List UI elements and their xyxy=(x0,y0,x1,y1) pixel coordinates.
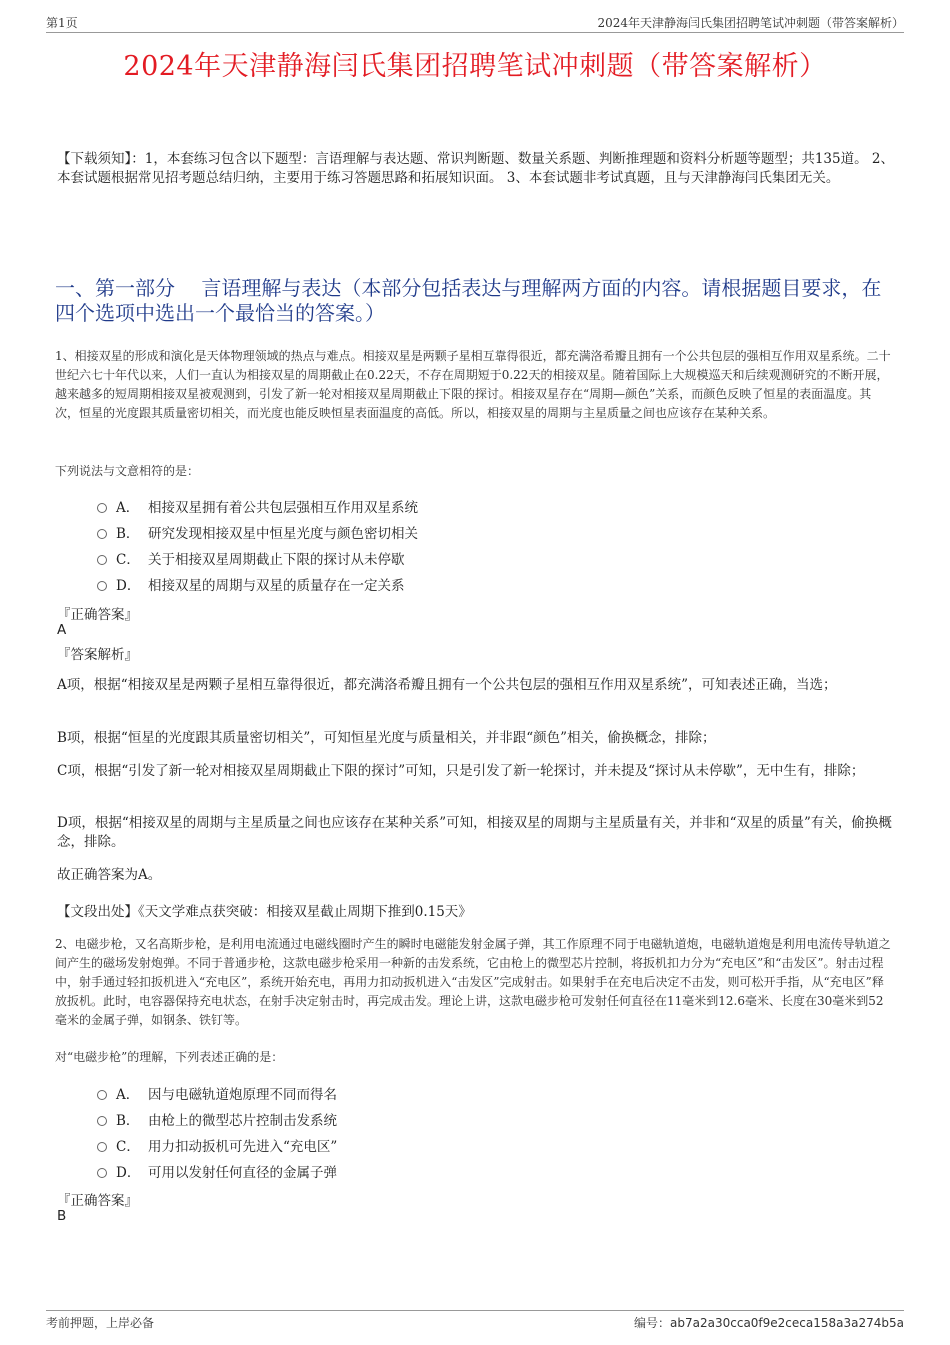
option-letter: A． xyxy=(116,500,140,516)
q1-option-c[interactable] xyxy=(97,548,405,568)
footer-code-label: 编号： xyxy=(634,1316,671,1330)
option-text: 相接双星拥有着公共包层强相互作用双星系统 xyxy=(148,500,418,516)
q1-option-d[interactable] xyxy=(97,574,405,594)
q1-analysis-b: B项，根据“恒星的光度跟其质量密切相关”，可知恒星光度与质量相关，并非跟“颜色”相关，偷换概念，排除； xyxy=(57,730,716,746)
q2-option-b[interactable] xyxy=(97,1109,337,1129)
running-header-title: 2024年天津静海闫氏集团招聘笔试冲刺题（带答案解析） xyxy=(597,16,904,30)
option-text: 可用以发射任何直径的金属子弹 xyxy=(148,1165,337,1181)
radio-icon[interactable] xyxy=(97,581,107,591)
q2-answer: B xyxy=(57,1208,67,1224)
option-letter: C． xyxy=(116,552,140,568)
radio-icon[interactable] xyxy=(97,1116,107,1126)
q1-passage: 1、相接双星的形成和演化是天体物理领域的热点与难点。相接双星是两颗子星相互靠得很近，都充满洛希瓣且拥有一个公共包层的强相互作用双星系统。二十世纪六七十年代以来，人们一直认为相接双星的周期截止在0.22天，不存在周期短于0.22天的相接双星。随着国际上大规模巡天和后续观测研究的不断开展，越来越多的短周期相接双星被观测到，引发了新一轮对相接双星周期截止下限的探讨。相接双星存在“周期—颜色”关系，而颜色反映了恒星的表面温度。其次，恒星的光度跟其质量密切相关，而光度也能反映恒星表面温度的高低。所以，相接双星的周期与主星质量之间也应该存在某种关系。 xyxy=(55,349,891,420)
section-heading: 一、第一部分 言语理解与表达（本部分包括表达与理解两方面的内容。请根据题目要求，在四个选项中选出一个最恰当的答案。） xyxy=(55,276,882,325)
radio-icon[interactable] xyxy=(97,1090,107,1100)
q2-option-c[interactable] xyxy=(97,1135,337,1155)
footer-divider xyxy=(46,1310,904,1311)
radio-icon[interactable] xyxy=(97,1142,107,1152)
option-text: 因与电磁轨道炮原理不同而得名 xyxy=(148,1087,337,1103)
q2-option-d[interactable] xyxy=(97,1161,337,1181)
option-letter: A． xyxy=(116,1087,140,1103)
radio-icon[interactable] xyxy=(97,529,107,539)
download-notice: 【下载须知】：1，本套练习包含以下题型：言语理解与表达题、常识判断题、数量关系题、判断推理题和资料分析题等题型；共135道。 2、本套试题根据常见招考题总结归纳，主要用于练习答题思路和拓展知识面。 3、本套试题非考试真题，且与天津静海闫氏集团无关。 xyxy=(57,151,894,186)
q1-analysis-c: C项，根据“引发了新一轮对相接双星周期截止下限的探讨”可知，只是引发了新一轮探讨，并未提及“探讨从未停歇”，无中生有，排除； xyxy=(57,763,865,779)
q1-answer-label: 『正确答案』 xyxy=(57,607,138,623)
footer-slogan: 考前押题，上岸必备 xyxy=(46,1316,155,1330)
q2-passage: 2、电磁步枪，又名高斯步枪，是利用电流通过电磁线圈时产生的瞬时电磁能发射金属子弹，其工作原理不同于电磁轨道炮，电磁轨道炮是利用电流传导轨道之间产生的磁场发射炮弹。不同于普通步枪，这款电磁步枪采用一种新的击发系统，它由枪上的微型芯片控制，将扳机扣力分为“充电区”和“击发区”。射击过程中，射手通过轻扣扳机进入“充电区”，系统开始充电，再用力扣动扳机进入“击发区”完成射击。如果射手在充电后决定不击发，则可松开手指，从“充电区”释放扳机。此时，电容器保持充电状态，在射手决定射击时，再完成击发。理论上讲，这款电磁步枪可发射任何直径在11毫米到12.6毫米、长度在30毫米到52毫米的金属子弹，如钢条、铁钉等。 xyxy=(55,937,891,1027)
q2-answer-label: 『正确答案』 xyxy=(57,1193,138,1209)
q1-option-b[interactable] xyxy=(97,522,418,542)
option-text: 由枪上的微型芯片控制击发系统 xyxy=(148,1113,337,1129)
q1-stem: 下列说法与文意相符的是： xyxy=(55,464,200,478)
radio-icon[interactable] xyxy=(97,1168,107,1178)
q1-option-a[interactable] xyxy=(97,496,418,516)
q1-conclusion: 故正确答案为A。 xyxy=(57,867,162,883)
option-text: 用力扣动扳机可先进入“充电区” xyxy=(148,1139,338,1155)
option-text: 关于相接双星周期截止下限的探讨从未停歇 xyxy=(148,552,405,568)
radio-icon[interactable] xyxy=(97,503,107,513)
q1-analysis-d: D项，根据“相接双星的周期与主星质量之间也应该存在某种关系”可知，相接双星的周期与主星质量有关，并非和“双星的质量”有关，偷换概念，排除。 xyxy=(57,815,892,850)
q2-stem: 对“电磁步枪”的理解，下列表述正确的是： xyxy=(55,1050,284,1064)
header-divider xyxy=(46,32,904,33)
q1-source: 【文段出处】《天文学难点获突破：相接双星截止周期下推到0.15天》 xyxy=(57,904,472,920)
footer-code-value: ab7a2a30cca0f9e2ceca158a3a274b5a xyxy=(670,1316,904,1330)
q1-answer: A xyxy=(57,622,67,638)
option-letter: B． xyxy=(116,1113,140,1129)
q1-analysis-label: 『答案解析』 xyxy=(57,647,138,663)
q1-analysis-a: A项，根据“相接双星是两颗子星相互靠得很近，都充满洛希瓣且拥有一个公共包层的强相互作用双星系统”，可知表述正确，当选； xyxy=(57,677,837,693)
option-text: 相接双星的周期与双星的质量存在一定关系 xyxy=(148,578,405,594)
q2-option-a[interactable] xyxy=(97,1083,337,1103)
option-letter: C． xyxy=(116,1139,140,1155)
option-text: 研究发现相接双星中恒星光度与颜色密切相关 xyxy=(148,526,418,542)
option-letter: B． xyxy=(116,526,140,542)
option-letter: D． xyxy=(116,578,141,594)
footer-code xyxy=(634,1314,904,1331)
option-letter: D． xyxy=(116,1165,141,1181)
page-number: 第1页 xyxy=(46,16,78,30)
page-title: 2024年天津静海闫氏集团招聘笔试冲刺题（带答案解析） xyxy=(123,51,827,82)
radio-icon[interactable] xyxy=(97,555,107,565)
